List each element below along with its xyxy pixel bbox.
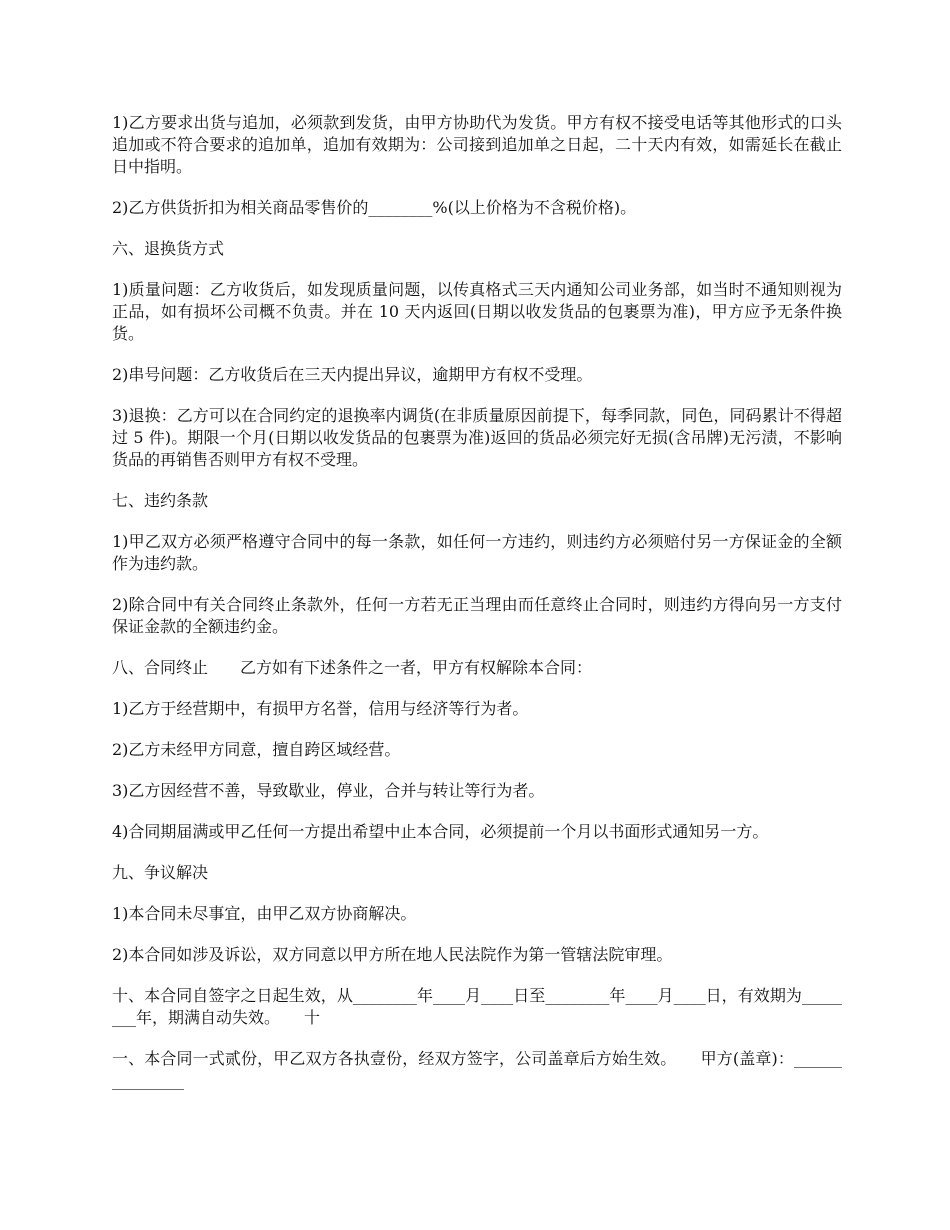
clause-9-item-2: 2)本合同如涉及诉讼，双方同意以甲方所在地人民法院作为第一管辖法院审理。: [112, 945, 673, 964]
clause-9-item-1: 1)本合同未尽事宜，由甲乙双方协商解决。: [112, 904, 417, 923]
clause-7-item-2: 2)除合同中有关合同终止条款外，任何一方若无正当理由而任意终止合同时，则违约方得向另一方支付保证金款的全额违约金。: [112, 595, 842, 636]
contract-page: [112, 112, 842, 1092]
clause-5-item-1: 1)乙方要求出货与追加，必须款到发货，由甲方协助代为发货。甲方有权不接受电话等其他形式的口头追加或不符合要求的追加单，追加有效期为：公司接到追加单之日起，二十天内有效，如需延长在截止日中指明。: [112, 113, 842, 176]
clause-6-item-3: 3)退换：乙方可以在合同约定的退换率内调货(在非质量原因前提下，每季同款，同色，同码累计不得超过 5 件)。期限一个月(日期以收发货品的包裹票为准)返回的货品必须完好无损(含吊牌)无污渍，不影响货品的再销售否则甲方有权不受理。: [112, 406, 842, 469]
clause-6-item-2: 2)串号问题：乙方收货后在三天内提出异议，逾期甲方有权不受理。: [112, 365, 593, 384]
clause-11-copies-and-signature: 一、本合同一式贰份，甲乙双方各执壹份，经双方签字，公司盖章后方始生效。 甲方(盖章)：_______________: [112, 1049, 842, 1090]
clause-8-item-3: 3)乙方因经营不善，导致歇业，停业，合并与转让等行为者。: [112, 781, 545, 800]
section-heading-8: 八、合同终止 乙方如有下述条件之一者，甲方有权解除本合同：: [112, 658, 593, 677]
clause-7-item-1: 1)甲乙双方必须严格遵守合同中的每一条款，如任何一方违约，则违约方必须赔付另一方保证金的全额作为违约款。: [112, 532, 842, 573]
section-heading-7: 七、违约条款: [112, 491, 209, 510]
clause-8-item-4: 4)合同期届满或甲乙任何一方提出希望中止本合同，必须提前一个月以书面形式通知另一方。: [112, 822, 769, 841]
clause-8-item-2: 2)乙方未经甲方同意，擅自跨区域经营。: [112, 740, 401, 759]
clause-10-effective-period: 十、本合同自签字之日起生效，从________年____月____日至________年____月____日，有效期为________年，期满自动失效。 十: [112, 986, 842, 1027]
section-heading-9: 九、争议解决: [112, 863, 209, 882]
clause-5-item-2: 2)乙方供货折扣为相关商品零售价的________%(以上价格为不含税价格)。: [112, 198, 637, 217]
section-heading-6: 六、退换货方式: [112, 239, 225, 258]
clause-8-item-1: 1)乙方于经营期中，有损甲方名誉，信用与经济等行为者。: [112, 699, 529, 718]
clause-6-item-1: 1)质量问题：乙方收货后，如发现质量问题，以传真格式三天内通知公司业务部，如当时不通知则视为正品，如有损坏公司概不负责。并在 10 天内返回(日期以收发货品的包裹票为准)，甲方应予无条件换货。: [112, 280, 842, 343]
